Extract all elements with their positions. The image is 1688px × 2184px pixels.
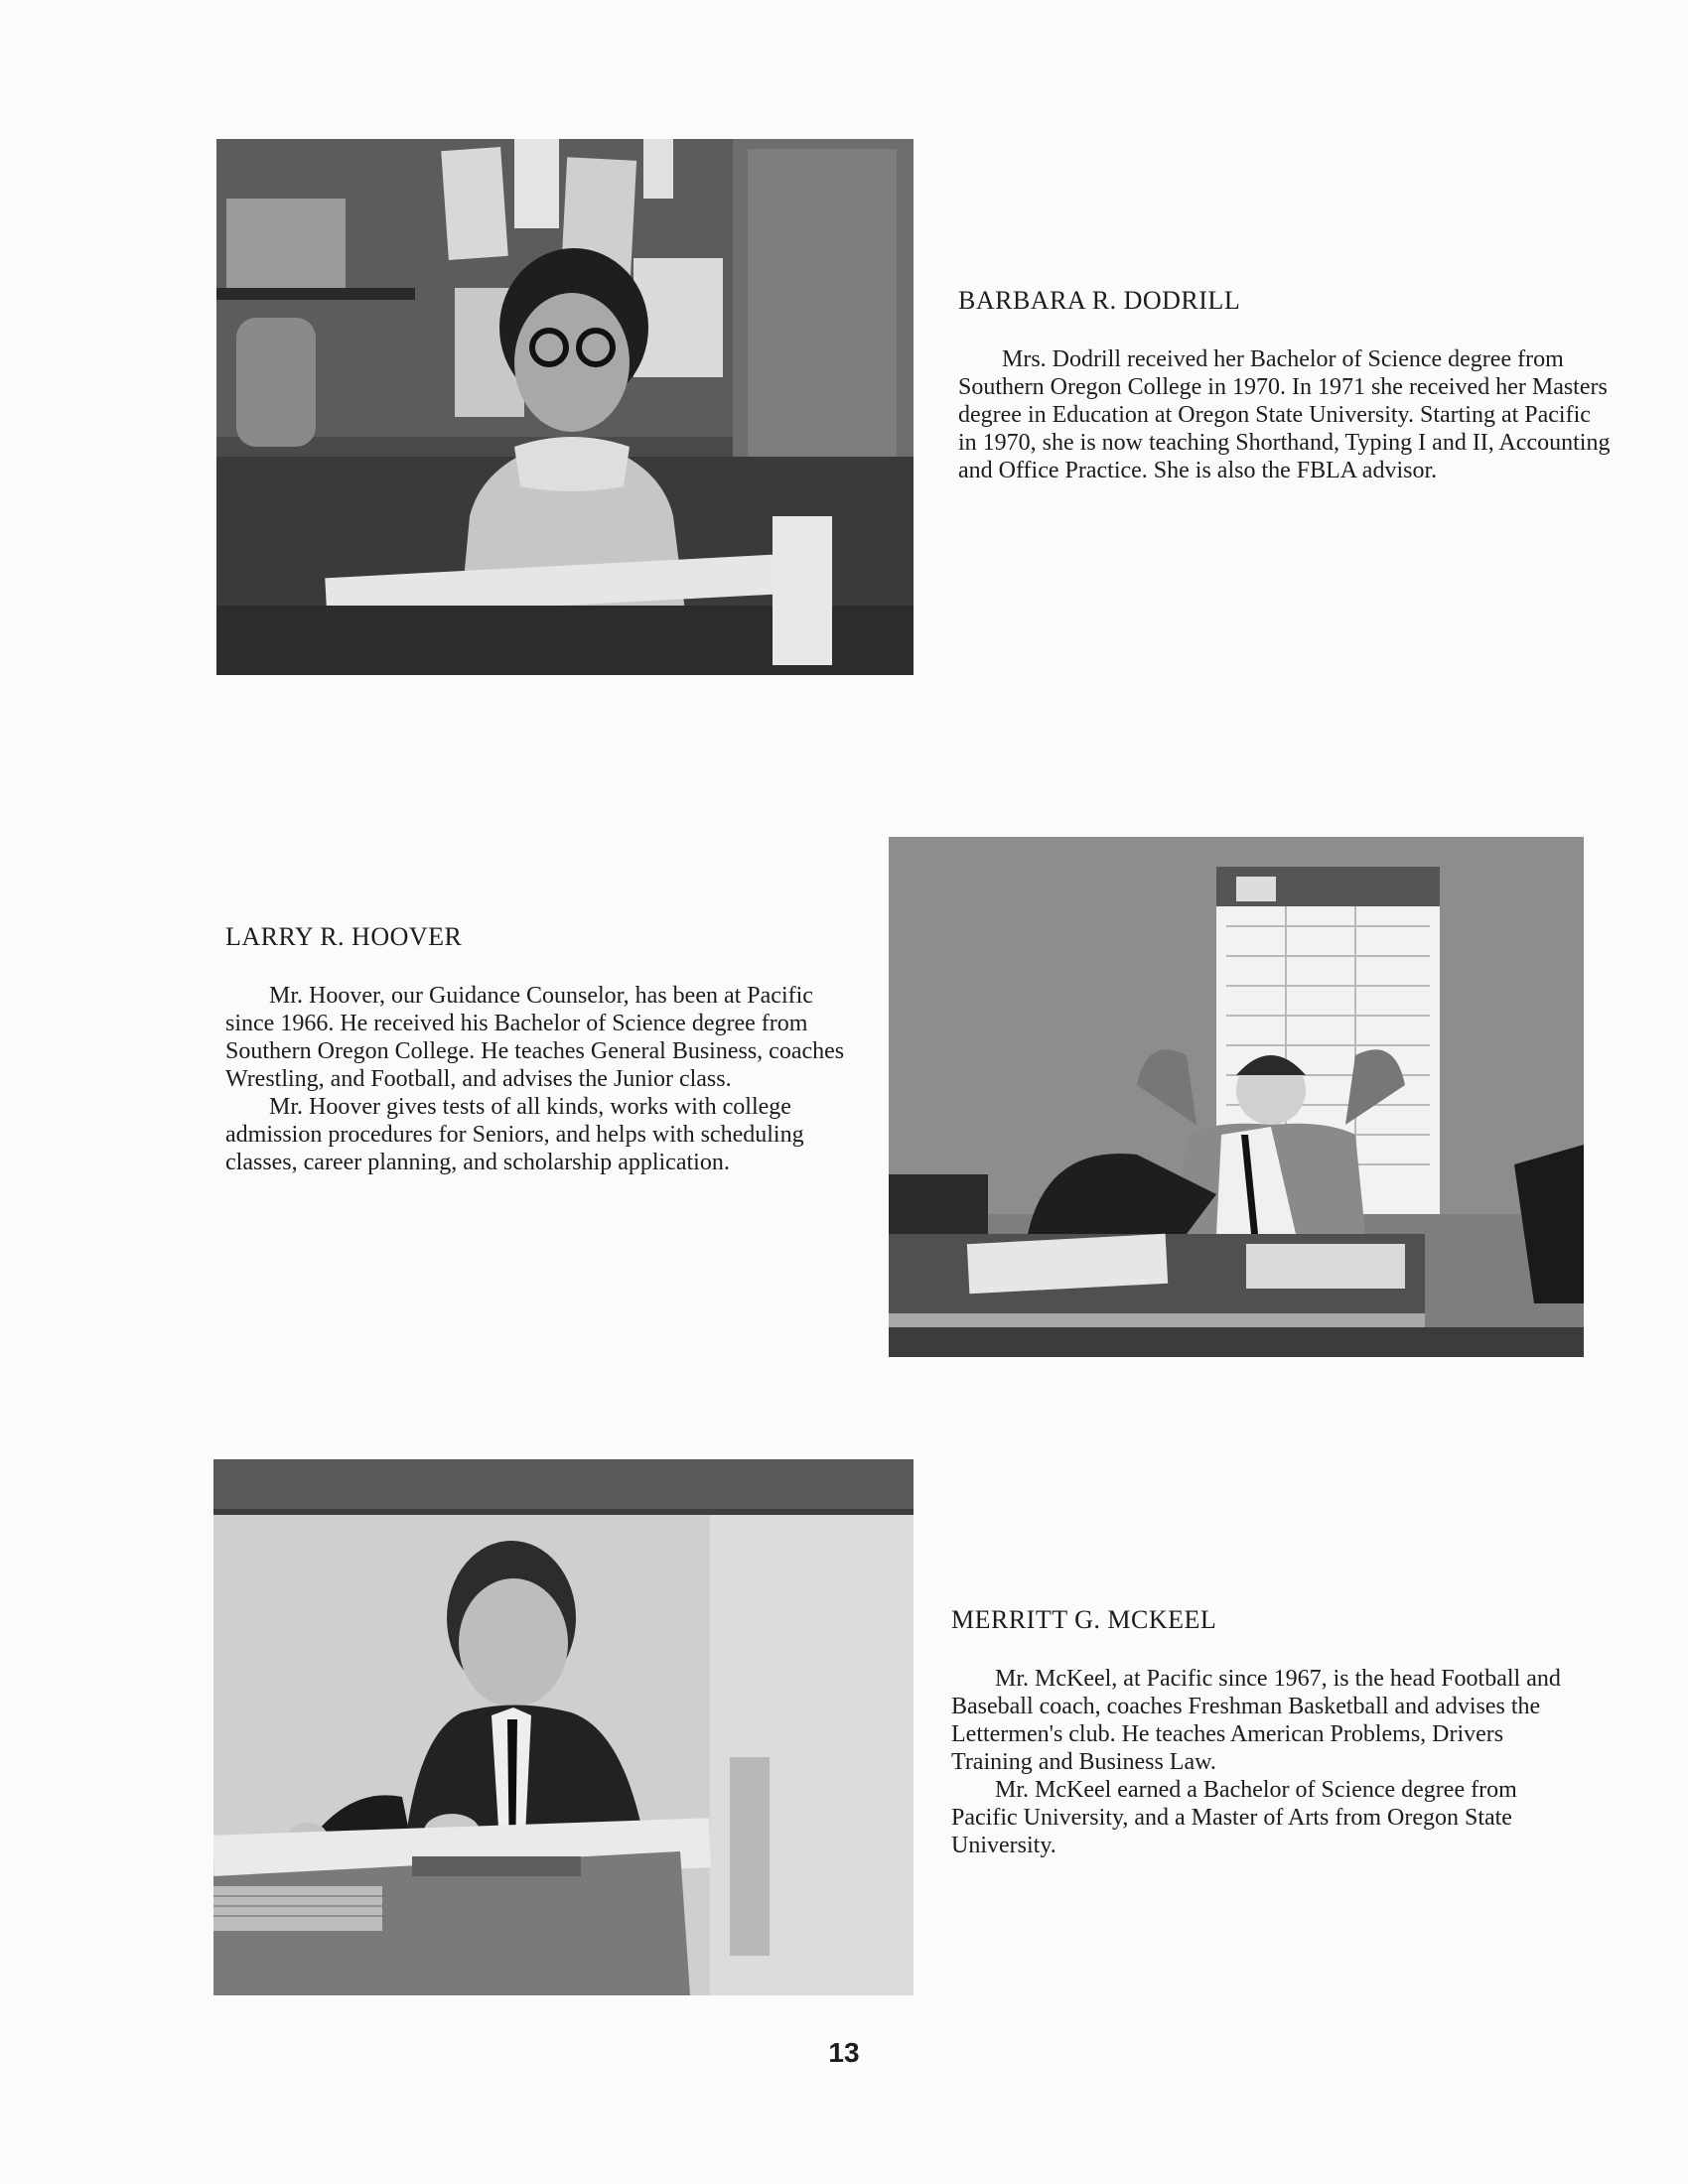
bio-mckeel: [951, 1605, 1587, 1859]
teacher-name: BARBARA R. DODRILL: [958, 286, 1241, 315]
bio-paragraph: Mrs. Dodrill received her Bachelor of Science degree from Southern Oregon College in 1970. In 1971 she received her Masters degree in Education at Oregon State University. Starting at Pacific in 1970, she is now teaching Shorthand, Typing I and II, Accounting and Office Practice. She is also the FBLA advisor.: [958, 346, 1611, 483]
bio-paragraph: Mr. McKeel earned a Bachelor of Science degree from Pacific University, and a Master of Arts from Oregon State University.: [951, 1777, 1517, 1858]
bio-paragraph: Mr. McKeel, at Pacific since 1967, is the head Football and Baseball coach, coaches Freshman Basketball and advises the Lettermen's club. He teaches American Problems, Drivers Training and Business Law.: [951, 1666, 1561, 1775]
page-number: 13: [828, 2037, 860, 2068]
photo-mckeel: [213, 1459, 914, 1995]
photo-hoover: [889, 837, 1584, 1357]
bio-hoover: [225, 922, 851, 1176]
bio-dodrill: [958, 286, 1614, 484]
teacher-name: MERRITT G. MCKEEL: [951, 1605, 1217, 1634]
teacher-name: LARRY R. HOOVER: [225, 922, 463, 951]
photo-dodrill: [216, 139, 914, 675]
bio-paragraph: Mr. Hoover gives tests of all kinds, works with college admission procedures for Seniors, and helps with scheduling classes, career planning, and scholarship application.: [225, 1094, 804, 1175]
bio-paragraph: Mr. Hoover, our Guidance Counselor, has been at Pacific since 1966. He received his Bachelor of Science degree from Southern Oregon College. He teaches General Business, coaches Wrestling, and Football, and advises the Junior class.: [225, 983, 845, 1092]
